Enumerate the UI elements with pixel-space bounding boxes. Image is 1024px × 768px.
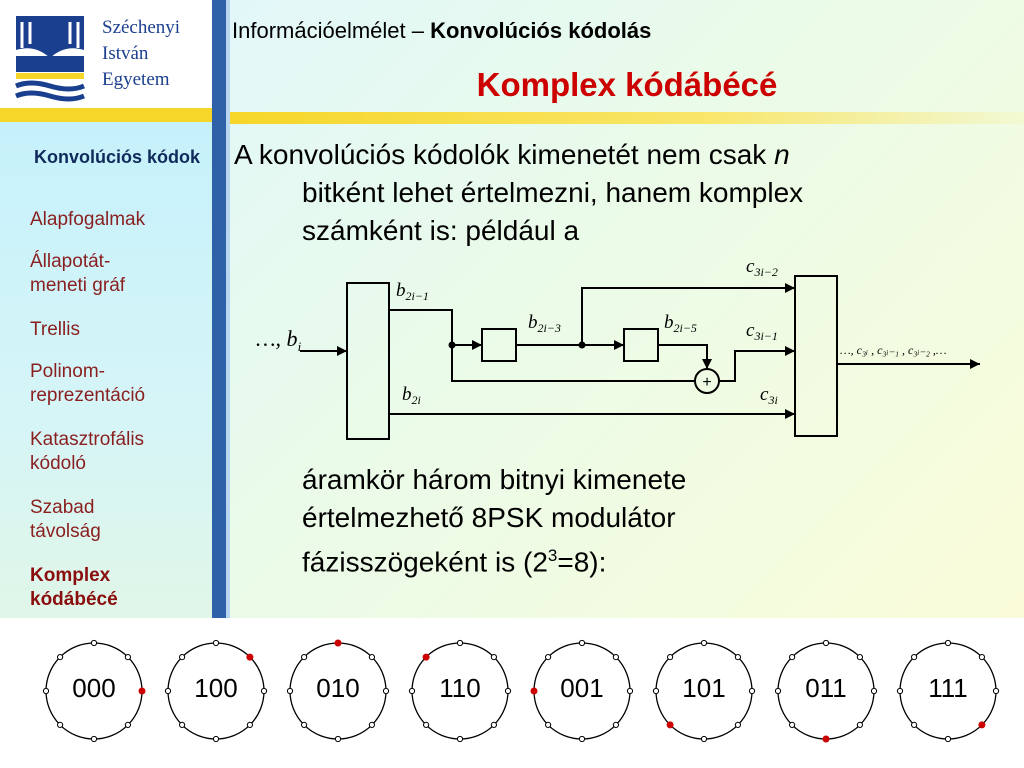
- sidebar-item-label: Polinom-: [30, 361, 105, 382]
- serial-to-parallel-box: [347, 283, 389, 439]
- sidebar-item-label: meneti gráf: [30, 275, 126, 296]
- constellation-point-active: [823, 736, 829, 742]
- logo-text-line3: Egyetem: [102, 69, 170, 90]
- constellation-point-active: [423, 654, 429, 660]
- constellation-point-active: [247, 654, 253, 660]
- constellation-point: [790, 655, 795, 660]
- sidebar-item-label: Alapfogalmak: [30, 209, 146, 230]
- label-b2i-5: $b_{2i-5}$: [664, 312, 697, 335]
- constellation-label: 010: [316, 673, 360, 703]
- sidebar-item-label: távolság: [30, 521, 101, 542]
- sidebar-item-2[interactable]: [30, 250, 208, 298]
- constellation-point: [945, 640, 950, 645]
- constellation-point: [546, 722, 551, 727]
- paragraph-8psk: [302, 461, 1002, 581]
- logo-text-line2: István: [102, 43, 149, 64]
- constellation-point: [613, 722, 618, 727]
- constellation-point: [369, 655, 374, 660]
- constellation-point-active: [335, 640, 341, 646]
- constellation-point: [823, 640, 828, 645]
- paragraph-intro-line1: [234, 136, 1004, 174]
- output-label: …, c₃ᵢ , c₃ᵢ₋₁ , c₃ᵢ₋₂ ,…: [840, 343, 947, 357]
- paragraph-intro-line2: bitként lehet értelmezni, hanem komplex: [302, 177, 804, 208]
- label-c3i: $c_{3i}$: [760, 384, 778, 407]
- constellation-point: [58, 722, 63, 727]
- header-rule: [230, 112, 1024, 124]
- delay-register-1: [482, 329, 516, 361]
- constellation-point: [335, 736, 340, 741]
- label-b2i: $b_{2i}$: [402, 384, 421, 407]
- output-mux-box: [795, 276, 837, 436]
- constellation-point: [125, 722, 130, 727]
- constellation-point: [58, 655, 63, 660]
- sidebar-item-label: Trellis: [30, 319, 80, 340]
- logo-text-line1: Széchenyi: [102, 17, 181, 38]
- sidebar-item-7[interactable]: [30, 564, 208, 612]
- sidebar-item-label: kódoló: [30, 453, 86, 474]
- sidebar-item-label: reprezentáció: [30, 385, 146, 406]
- constellation-point: [457, 736, 462, 741]
- sidebar-item-label: Szabad: [30, 497, 95, 518]
- input-label: …, $b_i$: [256, 326, 302, 354]
- paragraph-intro: [234, 136, 1004, 250]
- delay-register-2: [624, 329, 658, 361]
- constellation-point-active: [979, 722, 985, 728]
- sidebar-item-3[interactable]: [30, 318, 208, 342]
- constellation-point: [579, 640, 584, 645]
- logo-underline: [0, 108, 212, 122]
- sidebar-item-label: Állapotát-: [30, 251, 111, 272]
- course-title: [232, 18, 651, 44]
- constellation-label: 110: [439, 673, 481, 703]
- vertical-divider: [212, 0, 226, 618]
- paragraph-intro-n: n: [774, 139, 790, 170]
- paragraph-8psk-exponent: 3: [547, 546, 558, 565]
- constellation-point: [735, 655, 740, 660]
- constellation-point: [180, 722, 185, 727]
- label-b2i-3: $b_{2i-3}$: [528, 312, 561, 335]
- constellation-point: [857, 655, 862, 660]
- constellation-point: [125, 655, 130, 660]
- constellation-label: 001: [560, 673, 604, 703]
- constellation-point: [457, 640, 462, 645]
- constellation-point: [701, 736, 706, 741]
- constellation-point: [735, 722, 740, 727]
- course-title-bold: Konvolúciós kódolás: [430, 18, 652, 43]
- constellation-point: [369, 722, 374, 727]
- paragraph-8psk-line2: értelmezhető 8PSK modulátor: [302, 502, 676, 533]
- paragraph-8psk-text-d: =8):: [557, 546, 607, 578]
- label-c3i-1: $c_{3i-1}$: [746, 320, 778, 343]
- constellation-point: [213, 736, 218, 741]
- constellation-point: [579, 736, 584, 741]
- constellation-label: 101: [682, 673, 726, 703]
- sidebar-item-label: Komplex: [30, 565, 111, 586]
- constellation-point: [424, 722, 429, 727]
- sidebar-heading: Konvolúciós kódok: [33, 147, 201, 167]
- paragraph-8psk-text-c: fázisszögeként is (2: [302, 546, 548, 578]
- paragraph-intro-line3: számként is: például a: [302, 215, 580, 246]
- constellation-point: [701, 640, 706, 645]
- constellation-label: 000: [72, 673, 116, 703]
- sidebar-item-label: Katasztrofális: [30, 429, 145, 450]
- constellation-point: [546, 655, 551, 660]
- constellation-point: [857, 722, 862, 727]
- logo-area: [0, 0, 212, 122]
- label-b2i-1: $b_{2i-1}$: [396, 280, 429, 303]
- sidebar-item-5[interactable]: [30, 428, 208, 476]
- constellation-point: [180, 655, 185, 660]
- constellation-point: [979, 655, 984, 660]
- constellation-point: [491, 722, 496, 727]
- constellation-point: [613, 655, 618, 660]
- constellation-point: [91, 640, 96, 645]
- sidebar-item-6[interactable]: [30, 496, 208, 544]
- label-c3i-2: $c_{3i-2}$: [746, 256, 778, 279]
- university-logo-icon: [10, 10, 90, 106]
- encoder-circuit-diagram: [250, 252, 990, 442]
- constellation-point: [945, 736, 950, 741]
- constellation-point: [912, 722, 917, 727]
- xor-plus-sign: +: [702, 374, 712, 391]
- paragraph-8psk-line1: áramkör három bitnyi kimenete: [302, 464, 687, 495]
- paragraph-intro-text-a: A konvolúciós kódolók kimenetét nem csak: [234, 139, 775, 170]
- constellation-point: [302, 655, 307, 660]
- sidebar-item-1[interactable]: [30, 208, 208, 232]
- constellation-label: 011: [805, 673, 847, 703]
- constellation-point: [491, 655, 496, 660]
- constellation-label: 100: [194, 673, 238, 703]
- sidebar-item-4[interactable]: [30, 360, 208, 408]
- constellation-point: [247, 722, 252, 727]
- constellation-label: 111: [928, 673, 968, 703]
- constellation-point: [790, 722, 795, 727]
- page-title: Komplex kódábécé: [476, 66, 778, 103]
- constellation-point: [912, 655, 917, 660]
- sidebar-item-label: kódábécé: [30, 589, 118, 610]
- constellation-point: [302, 722, 307, 727]
- paragraph-8psk-line3: [302, 537, 1002, 581]
- constellation-point: [213, 640, 218, 645]
- constellation-point: [668, 655, 673, 660]
- constellation-point: [91, 736, 96, 741]
- course-title-prefix: Információelmélet –: [232, 18, 431, 43]
- constellation-point-active: [667, 722, 673, 728]
